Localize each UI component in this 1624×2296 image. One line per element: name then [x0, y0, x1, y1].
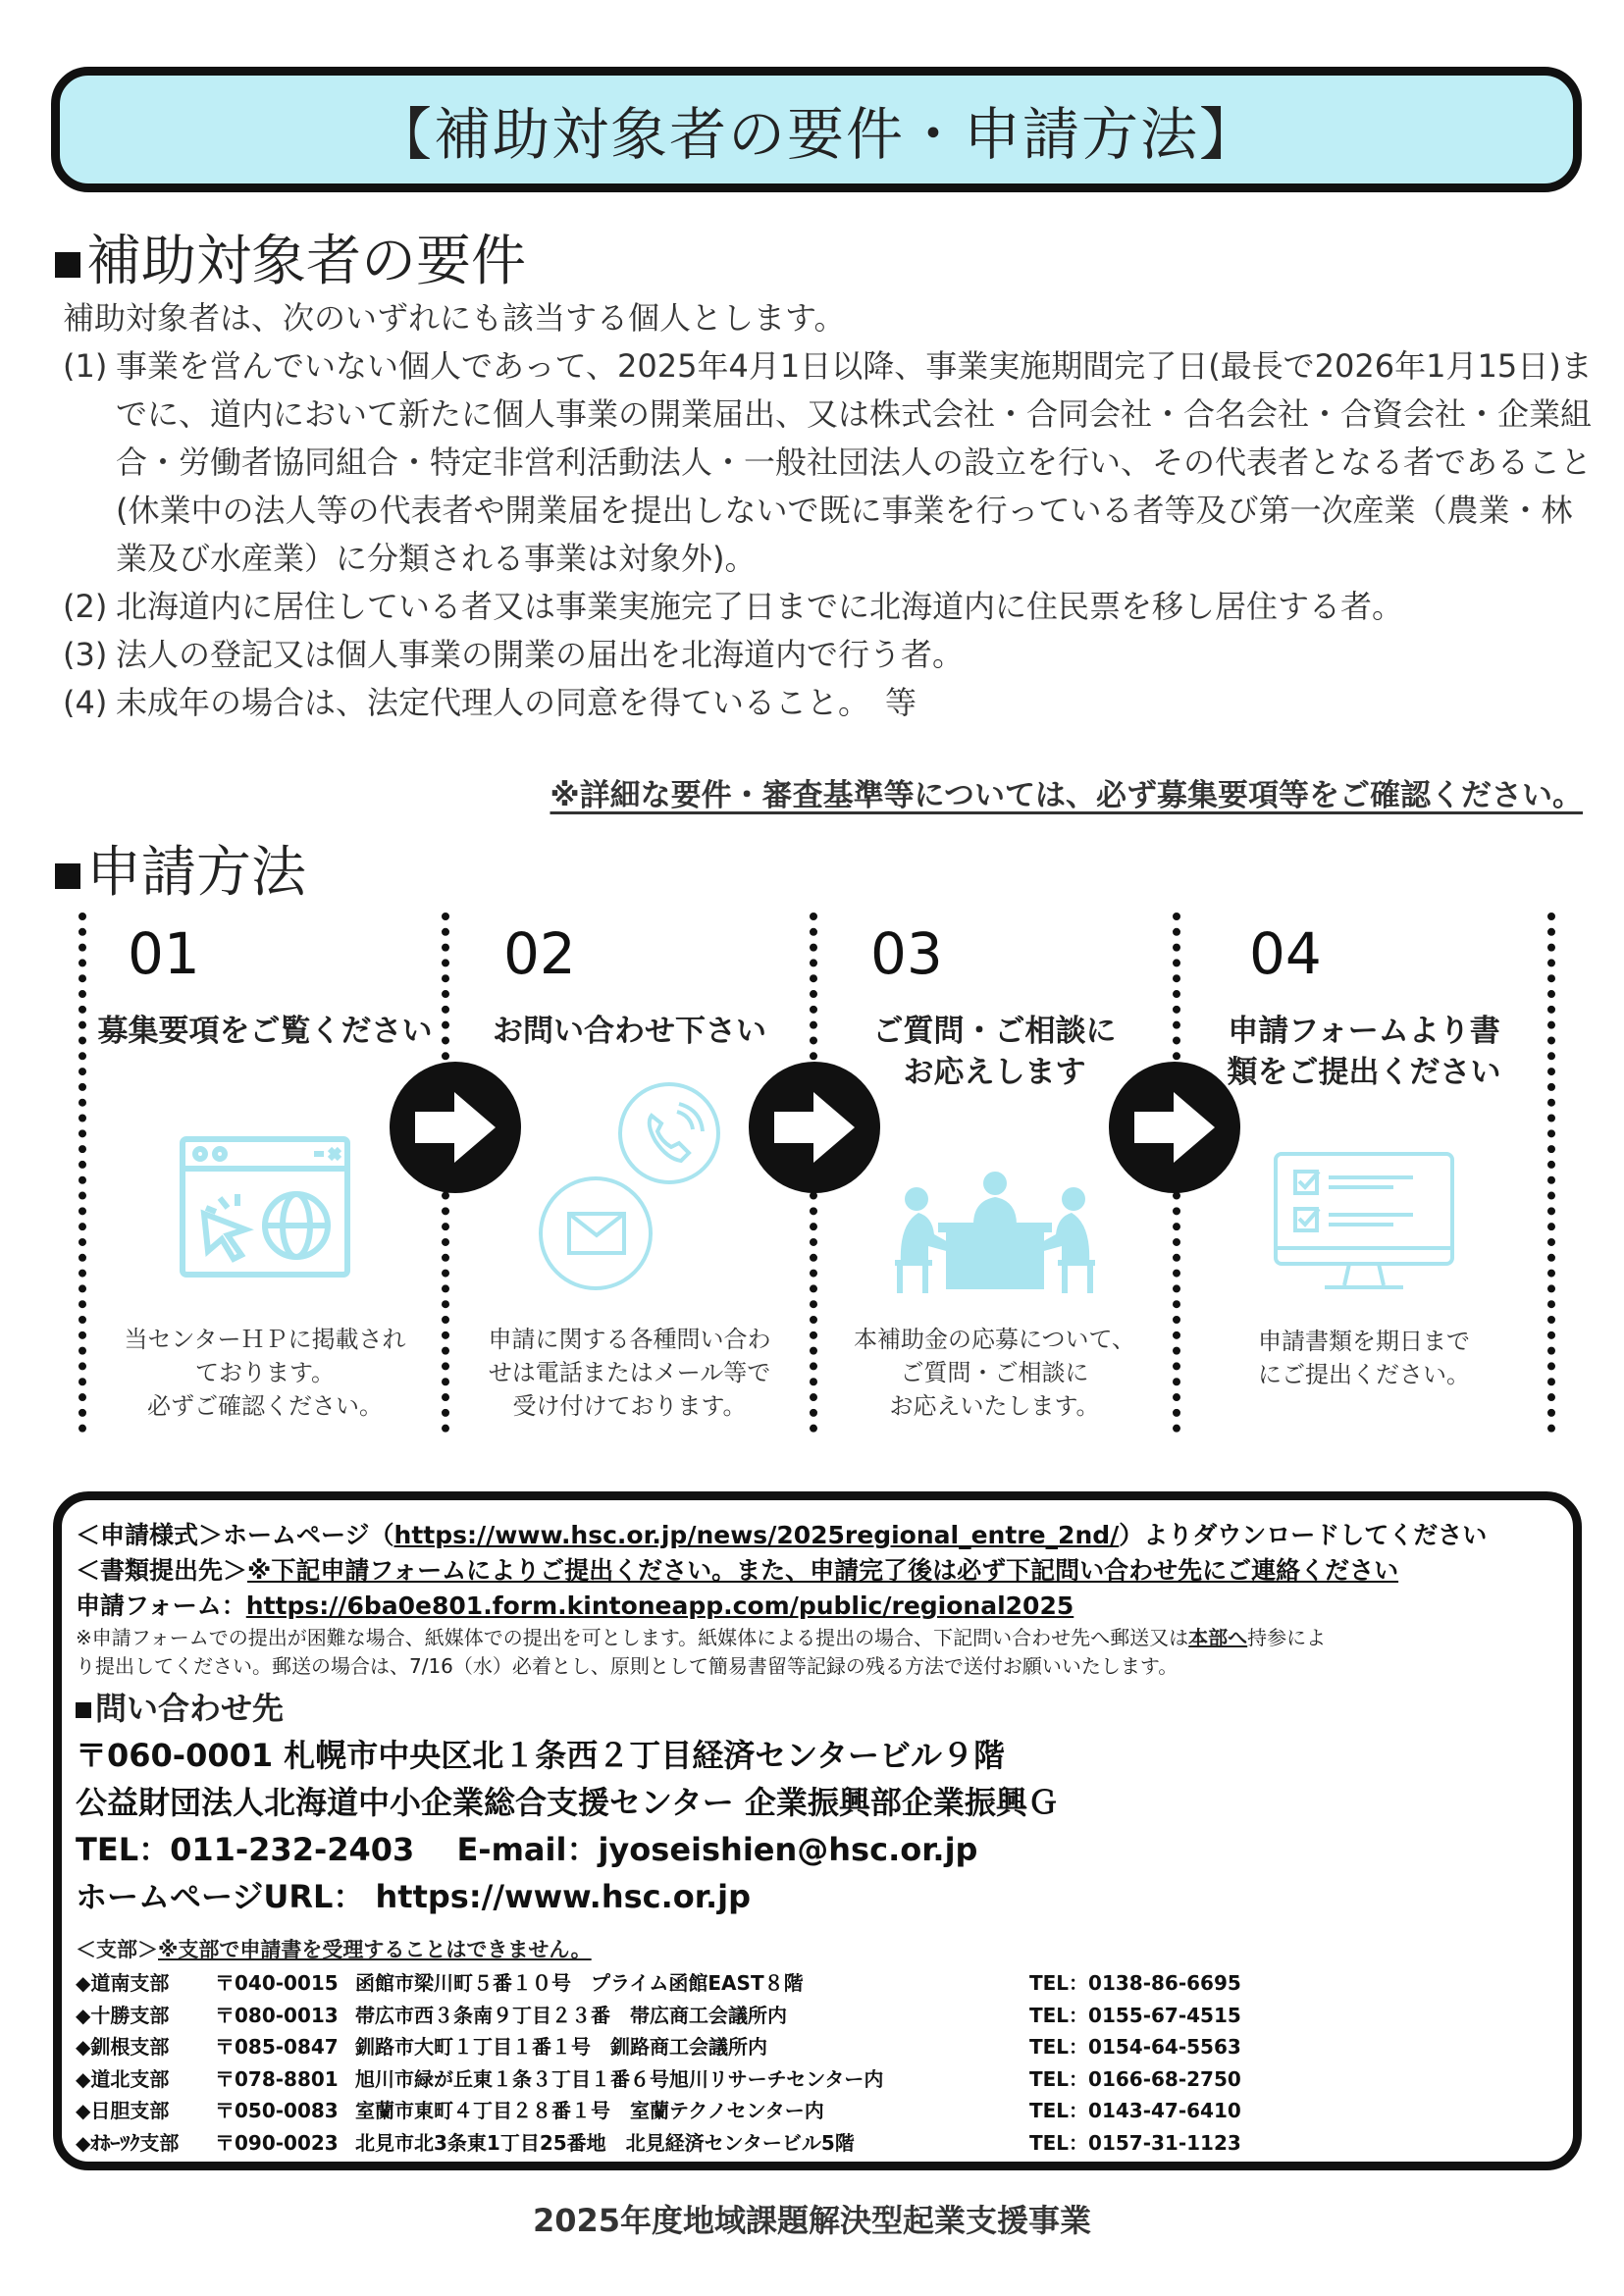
step-description: 申請書類を期日まで にご提出ください。 [1258, 1328, 1470, 1388]
step-description: 申請に関する各種問い合わ せは電話またはメール等で 受け付けております。 [488, 1326, 771, 1420]
contact-heading: 問い合わせ先 [76, 1685, 1553, 1732]
application-info-box [53, 1491, 1582, 2170]
requirement-num: (1) [63, 347, 108, 385]
branch-row: ◆道南支部 〒040-0015 函館市梁川町５番１０号 プライム函館EAST８階 TEL：0138-86-6695 [76, 1971, 1241, 1995]
web-browser-icon [88, 1133, 442, 1284]
form-line: 申請フォーム：https://6ba0e801.form.kintoneapp.com/public/regional2025 [76, 1592, 1074, 1620]
square-bullet-icon [76, 1702, 91, 1718]
application-form-link[interactable]: https://6ba0e801.form.kintoneapp.com/public/regional2025 [245, 1592, 1074, 1620]
requirements-heading: 補助対象者の要件 [55, 218, 526, 296]
requirements-intro: 補助対象者は、次のいずれにも該当する個人とします。 [63, 299, 846, 337]
requirement-text: 北海道内に居住している者又は事業実施完了日までに北海道内に住民票を移し居住する者。 [116, 588, 1404, 625]
requirement-text: 未成年の場合は、法定代理人の同意を得ていること。 等 [116, 684, 917, 721]
step-description: 当センターＨＰに掲載され ております。 必ずご確認ください。 [124, 1326, 406, 1420]
step-number: 04 [1249, 920, 1322, 987]
step-title: 募集要項をご覧ください [97, 1014, 433, 1049]
paper-submission-note: ※申請フォームでの提出が困難な場合、紙媒体での提出を可とします。紙媒体による提出の場合、下記問い合わせ先へ郵送又は本部へ持参によ [76, 1626, 1327, 1649]
meeting-icon [816, 1170, 1173, 1301]
branch-row: ◆ｵﾎｰﾂｸ支部 〒090-0023 北見市北3条東1丁目25番地 北見経済センタービル5階 TEL：0157-31-1123 [76, 2130, 1241, 2155]
step-description: 本補助金の応募について、 ご質問・ご相談に お応えいたします。 [853, 1326, 1136, 1420]
square-bullet-icon [55, 252, 80, 278]
requirement-item [63, 583, 1594, 631]
requirement-num: (2) [63, 588, 108, 625]
arrow-right-icon [390, 1062, 521, 1193]
footer-program-name: 2025年度地域課題解決型起業支援事業 [532, 2202, 1092, 2239]
branch-table [76, 1967, 1241, 2159]
form-monitor-icon [1180, 1148, 1547, 1299]
step-2 [449, 913, 810, 1433]
branch-row: ◆釧根支部 〒085-0847 釧路市大町１丁目１番１号 釧路商工会議所内 TEL：0154-64-5563 [76, 2035, 1241, 2059]
branch-row: ◆十勝支部 〒080-0013 帯広市西３条南９丁目２３番 帯広商工会議所内 TEL：0155-67-4515 [76, 2003, 1241, 2027]
requirements-notice: ※詳細な要件・審査基準等については、必ず募集要項等をご確認ください。 [550, 778, 1583, 813]
dotted-divider [79, 913, 86, 1433]
step-number: 02 [503, 920, 576, 987]
step-4 [1180, 913, 1547, 1433]
submission-line: ＜書類提出先＞※下記申請フォームによりご提出ください。また、申請完了後は必ず下記問い合わせ先にご連絡ください [76, 1556, 1399, 1585]
paper-submission-note-2: り提出してください。郵送の場合は、7/16（水）必着とし、原則として簡易書留等記録の残る方法で送付お願いいたします。 [76, 1654, 1179, 1678]
dotted-divider [1547, 913, 1555, 1433]
branch-heading: ＜支部＞※支部で申請書を受理することはできません。 [76, 1938, 592, 1961]
application-heading: 申請方法 [55, 829, 306, 908]
requirement-num: (3) [63, 636, 108, 673]
step-title: お問い合わせ下さい [493, 1014, 766, 1049]
arrow-right-icon [1109, 1062, 1240, 1193]
requirements-list [63, 294, 1594, 727]
download-line: ＜申請様式＞ホームページ（https://www.hsc.or.jp/news/2025regional_entre_2nd/）よりダウンロードしてください [76, 1521, 1488, 1549]
branch-row: ◆道北支部 〒078-8801 旭川市緑が丘東１条３丁目１番６号旭川リサーチセンター内 TEL：0166-68-2750 [76, 2066, 1241, 2091]
contact-address: 〒060-0001 札幌市中央区北１条西２丁目経済センタービル９階 [76, 1737, 1006, 1774]
step-3 [816, 913, 1173, 1433]
branch-row: ◆日胆支部 〒050-0083 室蘭市東町４丁目２８番１号 室蘭テクノセンター内 TEL：0143-47-6410 [76, 2099, 1241, 2122]
requirement-num: (4) [63, 684, 108, 721]
requirement-text: 事業を営んでいない個人であって、2025年4月1日以降、事業実施期間完了日(最長で2026年1月15日)までに、道内において新たに個人事業の開業届出、又は株式会社・合同会社・合名会社・合資会社・企業組合・労働者協同組合・特定非営利活動法人・一般社団法人の設立を行い、その代表者となる者であること(休業中の法人等の代表者や開業届を提出しないで既に事業を行っている者等及び第一次産業（農業・林業及び水産業）に分類される事業は対象外)。 [116, 347, 1593, 577]
step-number: 03 [870, 920, 943, 987]
requirement-text: 法人の登記又は個人事業の開業の届出を北海道内で行う者。 [116, 636, 965, 673]
step-title: ご質問・ご相談に お応えします [872, 1014, 1117, 1090]
square-bullet-icon [55, 863, 80, 889]
hp-download-link[interactable]: https://www.hsc.or.jp/news/2025regional_entre_2nd/ [393, 1521, 1120, 1549]
requirement-item [63, 679, 1594, 727]
contact-homepage[interactable]: ホームページURL： https://www.hsc.or.jp [76, 1878, 752, 1915]
arrow-right-icon [749, 1062, 880, 1193]
step-number: 01 [128, 920, 200, 987]
contact-tel-email[interactable]: TEL：011-232-2403 E-mail：jyoseishien@hsc.or.jp [76, 1831, 978, 1868]
requirement-item [63, 631, 1594, 679]
requirement-item [63, 342, 1594, 583]
contact-organization: 公益財団法人北海道中小企業総合支援センター 企業振興部企業振興Ｇ [76, 1784, 1059, 1821]
page-title: 【補助対象者の要件・申請方法】 [51, 67, 1582, 192]
step-1 [88, 913, 442, 1433]
step-title: 申請フォームより書 類をご提出ください [1227, 1014, 1501, 1090]
